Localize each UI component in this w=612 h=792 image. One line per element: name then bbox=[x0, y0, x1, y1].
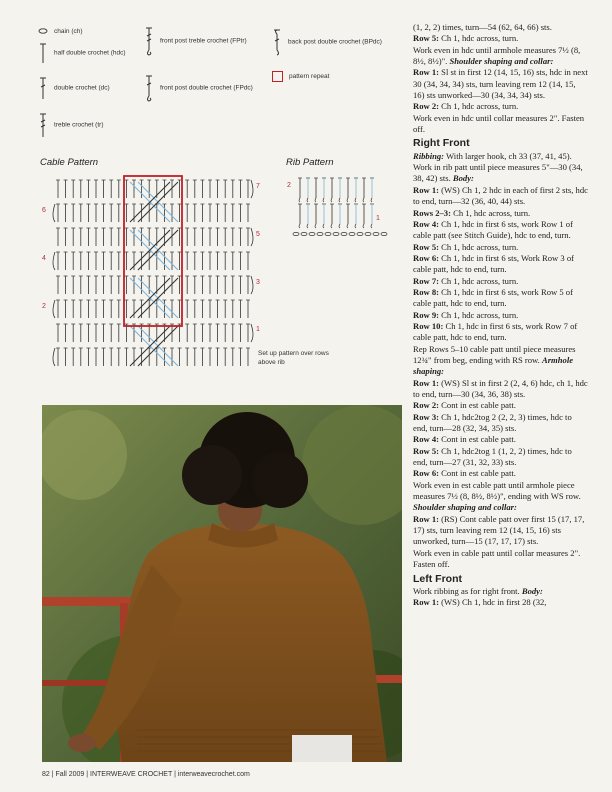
instruction-text: Ch 1, hdc in first 6 sts, work Row 5 of cable patt, hdc to end, turn. bbox=[413, 286, 573, 309]
issue-label: Fall 2009 bbox=[55, 771, 85, 778]
row-label: Row 5: bbox=[413, 241, 440, 252]
post-hook-mark bbox=[331, 224, 332, 228]
row-label: Rows 2–3: bbox=[413, 207, 451, 218]
chain-stitch-mark bbox=[309, 232, 315, 235]
post-hook-mark bbox=[307, 198, 308, 202]
legend-fpdc-label: front post double crochet (FPdc) bbox=[160, 84, 253, 92]
legend-tr-label: treble crochet (tr) bbox=[54, 121, 104, 129]
chain-stitch-mark bbox=[349, 232, 355, 235]
legend-dc-label: double crochet (dc) bbox=[54, 84, 110, 92]
post-hook-mark bbox=[347, 198, 348, 202]
post-hook-mark bbox=[363, 224, 364, 228]
row-label: Row 2: bbox=[413, 101, 440, 112]
cable-row-number: 4 bbox=[42, 255, 46, 262]
instruction-line bbox=[413, 548, 588, 571]
cable-chart-title: Cable Pattern bbox=[40, 157, 99, 168]
footer-divider: | bbox=[174, 771, 178, 778]
instruction-text: Work ribbing as for right front. bbox=[413, 585, 522, 596]
cable-row-number: 7 bbox=[256, 183, 260, 190]
instruction-line bbox=[413, 434, 588, 445]
legend-hdc-label: half double crochet (hdc) bbox=[54, 49, 126, 57]
row-label: Row 1: bbox=[413, 377, 440, 388]
cable-row-number: 6 bbox=[42, 207, 46, 214]
instruction-text: (1, 2, 2) times, turn—54 (62, 64, 66) sts. bbox=[413, 22, 552, 32]
instruction-line bbox=[413, 412, 588, 435]
instruction-text: Rep Rows 5–10 cable patt until piece measures 12¾" from beg, ending with RS row. bbox=[413, 343, 576, 365]
legend-bpdc-label: back post double crochet (BPdc) bbox=[288, 38, 382, 46]
instruction-text: Cont in est cable patt. bbox=[439, 468, 516, 479]
post-hook-mark bbox=[355, 198, 356, 202]
instruction-text: Ch 1, hdc across, turn. bbox=[450, 207, 531, 218]
instruction-line bbox=[413, 480, 588, 514]
chain-stitch-mark bbox=[293, 232, 299, 235]
chain-stitch-mark bbox=[381, 232, 387, 235]
post-hook-mark bbox=[331, 198, 332, 202]
instruction-line bbox=[413, 219, 588, 242]
post-hook-mark bbox=[371, 198, 372, 202]
footer-divider: | bbox=[86, 771, 91, 778]
turning-chain-mark bbox=[53, 204, 55, 222]
instruction-line bbox=[413, 101, 588, 112]
magazine-name: INTERWEAVE CROCHET bbox=[90, 771, 173, 778]
turning-chain-mark bbox=[53, 348, 55, 366]
instruction-text: Cont in est cable patt. bbox=[439, 434, 516, 445]
rib-row-number: 2 bbox=[287, 182, 291, 189]
legend-chain-label: chain (ch) bbox=[54, 28, 83, 35]
post-hook-mark bbox=[299, 198, 300, 202]
instruction-line bbox=[413, 253, 588, 276]
post-hook-mark bbox=[315, 198, 316, 202]
instruction-line bbox=[413, 468, 588, 479]
section-heading: Left Front bbox=[413, 572, 462, 585]
instruction-text: Ch 1, hdc across, turn. bbox=[439, 241, 519, 252]
post-hook-mark bbox=[347, 224, 348, 228]
instruction-text: (WS) Ch 1, hdc in first 28 (32, bbox=[439, 597, 547, 608]
section-subheading: Body: bbox=[452, 173, 474, 184]
instruction-line bbox=[413, 151, 588, 185]
instruction-text: Ch 1, hdc across, turn. bbox=[439, 275, 519, 286]
instruction-text: Ch 1, hdc in first 6 sts, work Row 7 of cable patt, hdc to end, turn. bbox=[413, 320, 578, 343]
cable-row-number: 3 bbox=[256, 279, 260, 286]
row-label: Row 10: bbox=[413, 320, 444, 331]
row-label: Row 4: bbox=[413, 218, 440, 229]
section-heading: Right Front bbox=[413, 137, 470, 150]
instruction-line bbox=[413, 321, 588, 344]
instruction-text: Sl st in first 12 (14, 15, 16) sts, hdc in next 30 (34, 34, 34) sts, turn leaving rem 12 (14, 15, 16) sts unworked—30 (34, 34, 34) sts. bbox=[413, 67, 588, 101]
instruction-text: Ch 1, hdc in first 6 sts, Work Row 3 of cable patt, hdc to end, turn. bbox=[413, 252, 575, 275]
row-label: Row 1: bbox=[413, 184, 440, 195]
instruction-text: Work even in hdc until armhole measures 7½ (8, 8½, 8½)". bbox=[413, 44, 581, 67]
instruction-line bbox=[413, 22, 588, 33]
website-url[interactable]: interweavecrochet.com bbox=[177, 771, 250, 778]
instruction-text: Work even in hdc until collar measures 2". Fasten off. bbox=[413, 112, 585, 135]
instruction-text: (WS) Ch 1, 2 hdc in each of first 2 sts, hdc to end, turn—32 (36, 40, 44) sts. bbox=[413, 184, 588, 207]
post-hook-mark bbox=[323, 198, 324, 202]
row-label: Row 1: bbox=[413, 67, 440, 78]
row-label: Row 9: bbox=[413, 309, 440, 320]
chain-stitch-mark bbox=[317, 232, 323, 235]
turning-chain-mark bbox=[251, 276, 253, 294]
cable-row-number: 5 bbox=[256, 231, 260, 238]
post-hook-mark bbox=[339, 224, 340, 228]
legend-fptr-label: front post treble crochet (FPtr) bbox=[160, 37, 247, 45]
cable-row-number: 2 bbox=[42, 303, 46, 310]
chain-stitch-mark bbox=[301, 232, 307, 235]
chain-stitch-mark bbox=[333, 232, 339, 235]
instruction-line bbox=[413, 113, 588, 136]
row-label: Row 3: bbox=[413, 411, 440, 422]
instruction-line bbox=[413, 287, 588, 310]
instruction-line bbox=[413, 344, 588, 378]
chain-stitch-mark bbox=[325, 232, 331, 235]
setup-note: Set up pattern over rows above rib bbox=[258, 350, 329, 366]
instruction-line bbox=[413, 310, 588, 321]
instruction-text: Work even in cable patt until collar measures 2". Fasten off. bbox=[413, 547, 581, 570]
instruction-line bbox=[413, 400, 588, 411]
rib-row-number: 1 bbox=[376, 215, 380, 222]
instruction-line bbox=[413, 185, 588, 208]
instruction-line bbox=[413, 33, 588, 44]
instruction-line bbox=[413, 446, 588, 469]
post-hook-mark bbox=[339, 198, 340, 202]
section-subheading: Shoulder shaping and collar: bbox=[449, 56, 554, 67]
instruction-text: Ch 1, hdc2tog 1 (1, 2, 2) times, hdc to end, turn—27 (31, 32, 33) sts. bbox=[413, 445, 572, 468]
instruction-text: Ch 1, hdc in first 6 sts, work Row 1 of cable patt (see Stitch Guide), hdc to end, turn. bbox=[413, 218, 573, 241]
photo-illustration-icon bbox=[42, 405, 402, 762]
post-hook-mark bbox=[299, 224, 300, 228]
row-label: Row 7: bbox=[413, 275, 440, 286]
instruction-line bbox=[413, 514, 588, 548]
instruction-text: Ch 1, hdc across, turn. bbox=[439, 33, 519, 44]
instruction-text: (RS) Cont cable patt over first 15 (17, 17, 17) sts, turn leaving rem 12 (14, 15, 16) sts unworked, turn—15 (17, 17, 17) sts. bbox=[413, 513, 585, 547]
row-label: Row 5: bbox=[413, 445, 440, 456]
instruction-text: Ch 1, hdc across, turn. bbox=[439, 309, 519, 320]
turning-chain-mark bbox=[251, 180, 253, 198]
instruction-text: Ch 1, hdc2tog 2 (2, 2, 3) times, hdc to end, turn—28 (32, 34, 35) sts. bbox=[413, 411, 572, 434]
page-number: 82 bbox=[42, 771, 50, 778]
post-hook-mark bbox=[371, 224, 372, 228]
section-subheading: Ribbing: bbox=[413, 150, 445, 161]
instruction-text: Work even in est cable patt until armhole piece measures 7½ (8, 8½, 8½)", ending with WS row. bbox=[413, 479, 581, 502]
section-subheading: Armhole shaping: bbox=[413, 354, 574, 377]
row-label: Row 4: bbox=[413, 434, 440, 445]
legend-repeat-label: pattern repeat bbox=[289, 73, 330, 81]
row-label: Row 1: bbox=[413, 597, 440, 608]
chain-stitch-mark bbox=[357, 232, 363, 235]
row-label: Row 1: bbox=[413, 513, 440, 524]
instruction-text: (WS) Sl st in first 2 (2, 4, 6) hdc, ch 1, hdc to end, turn—30 (34, 36, 38) sts. bbox=[413, 377, 588, 399]
instruction-line bbox=[413, 45, 588, 68]
post-hook-mark bbox=[323, 224, 324, 228]
instruction-text: Ch 1, hdc across, turn. bbox=[439, 101, 519, 112]
woman-sweater-photo bbox=[42, 405, 402, 762]
turning-chain-mark bbox=[53, 252, 55, 270]
row-label: Row 6: bbox=[413, 252, 440, 263]
post-hook-mark bbox=[363, 198, 364, 202]
row-label: Row 2: bbox=[413, 400, 440, 411]
instruction-line bbox=[413, 67, 588, 101]
section-subheading: Shoulder shaping and collar: bbox=[413, 502, 517, 513]
post-hook-mark bbox=[315, 224, 316, 228]
instruction-line bbox=[413, 597, 588, 608]
row-label: Row 5: bbox=[413, 33, 440, 44]
row-label: Row 8: bbox=[413, 286, 440, 297]
section-subheading: Body: bbox=[521, 585, 543, 596]
instruction-line bbox=[413, 586, 588, 597]
chain-stitch-mark bbox=[365, 232, 371, 235]
row-label: Row 6: bbox=[413, 468, 440, 479]
pattern-instructions-column bbox=[413, 22, 588, 609]
turning-chain-mark bbox=[251, 324, 253, 342]
cable-row-number: 1 bbox=[256, 326, 260, 333]
instruction-text: Cont in est cable patt. bbox=[439, 400, 516, 411]
rib-chart-title: Rib Pattern bbox=[286, 157, 334, 168]
turning-chain-mark bbox=[53, 300, 55, 318]
instruction-text: With larger hook, ch 33 (37, 41, 45). Work in rib patt until piece measures 5"—30 (34, 38, 42) sts. bbox=[413, 150, 583, 184]
chain-stitch-mark bbox=[373, 232, 379, 235]
footer-divider: | bbox=[51, 771, 56, 778]
instruction-line bbox=[413, 242, 588, 253]
instruction-line bbox=[413, 276, 588, 287]
post-hook-mark bbox=[307, 224, 308, 228]
chain-stitch-mark bbox=[341, 232, 347, 235]
post-hook-mark bbox=[355, 224, 356, 228]
instruction-line bbox=[413, 208, 588, 219]
instruction-line bbox=[413, 378, 588, 401]
page-footer bbox=[42, 771, 250, 778]
turning-chain-mark bbox=[251, 228, 253, 246]
